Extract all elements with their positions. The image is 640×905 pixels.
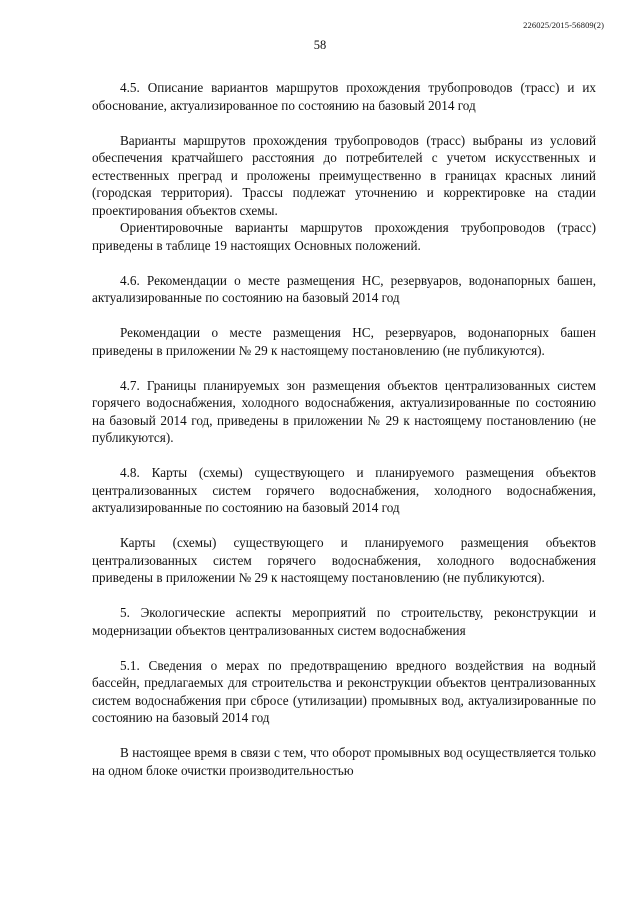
page-body — [92, 79, 596, 779]
paragraph-stations-placement: Рекомендации о месте размещения НС, резервуаров, водонапорных башен приведены в приложении № 29 к настоящему постановлению (не публикуются). — [92, 325, 596, 358]
paragraph-maps: Карты (схемы) существующего и планируемого размещения объектов централизованных систем горячего водоснабжения, холодного водоснабжения приведены в приложении № 29 к настоящему постановлению (не публикуются). — [92, 535, 596, 585]
page-number: 58 — [313, 38, 327, 52]
document-id: 226025/2015-56809(2) — [523, 20, 604, 30]
heading-4-6: 4.6. Рекомендации о месте размещения НС, резервуаров, водонапорных башен, актуализированные по состоянию на базовый 2014 год — [92, 272, 596, 305]
paragraph-routes-selection: Варианты маршрутов прохождения трубопроводов (трасс) выбраны из условий обеспечения кратчайшего расстояния до потребителей с учетом искусственных и естественных преград и проложены преимущественно в границах красных линий (городская территория). Трассы подлежат уточнению и корректировке на стадии проектирования объектов схемы. — [92, 132, 596, 218]
paragraph-routes-table: Ориентировочные варианты маршрутов прохождения трубопроводов (трасс) приведены в таблице 19 настоящих Основных положений. — [92, 220, 596, 253]
heading-4-5: 4.5. Описание вариантов маршрутов прохождения трубопроводов (трасс) и их обоснование, актуализированное по состоянию на базовый 2014 год — [92, 80, 596, 113]
heading-5: 5. Экологические аспекты мероприятий по строительству, реконструкции и модернизации объектов централизованных систем водоснабжения — [92, 605, 596, 638]
paragraph-wash-water: В настоящее время в связи с тем, что оборот промывных вод осуществляется только на одном блоке очистки производительностью — [92, 745, 596, 778]
heading-5-1: 5.1. Сведения о мерах по предотвращению вредного воздействия на водный бассейн, предлагаемых для строительства и реконструкции объектов централизованных систем водоснабжения при сбросе (утилизации) промывных вод, актуализированные по состоянию на базовый 2014 год — [92, 657, 596, 725]
heading-4-8: 4.8. Карты (схемы) существующего и планируемого размещения объектов централизованных систем горячего водоснабжения, холодного водоснабжения, актуализированные по состоянию на базовый 2014 год — [92, 465, 596, 515]
heading-4-7: 4.7. Границы планируемых зон размещения объектов централизованных систем горячего водоснабжения, холодного водоснабжения, актуализированные по состоянию на базовый 2014 год, приведены в приложении № 29 к настоящему постановлению (не публикуются). — [92, 377, 596, 445]
